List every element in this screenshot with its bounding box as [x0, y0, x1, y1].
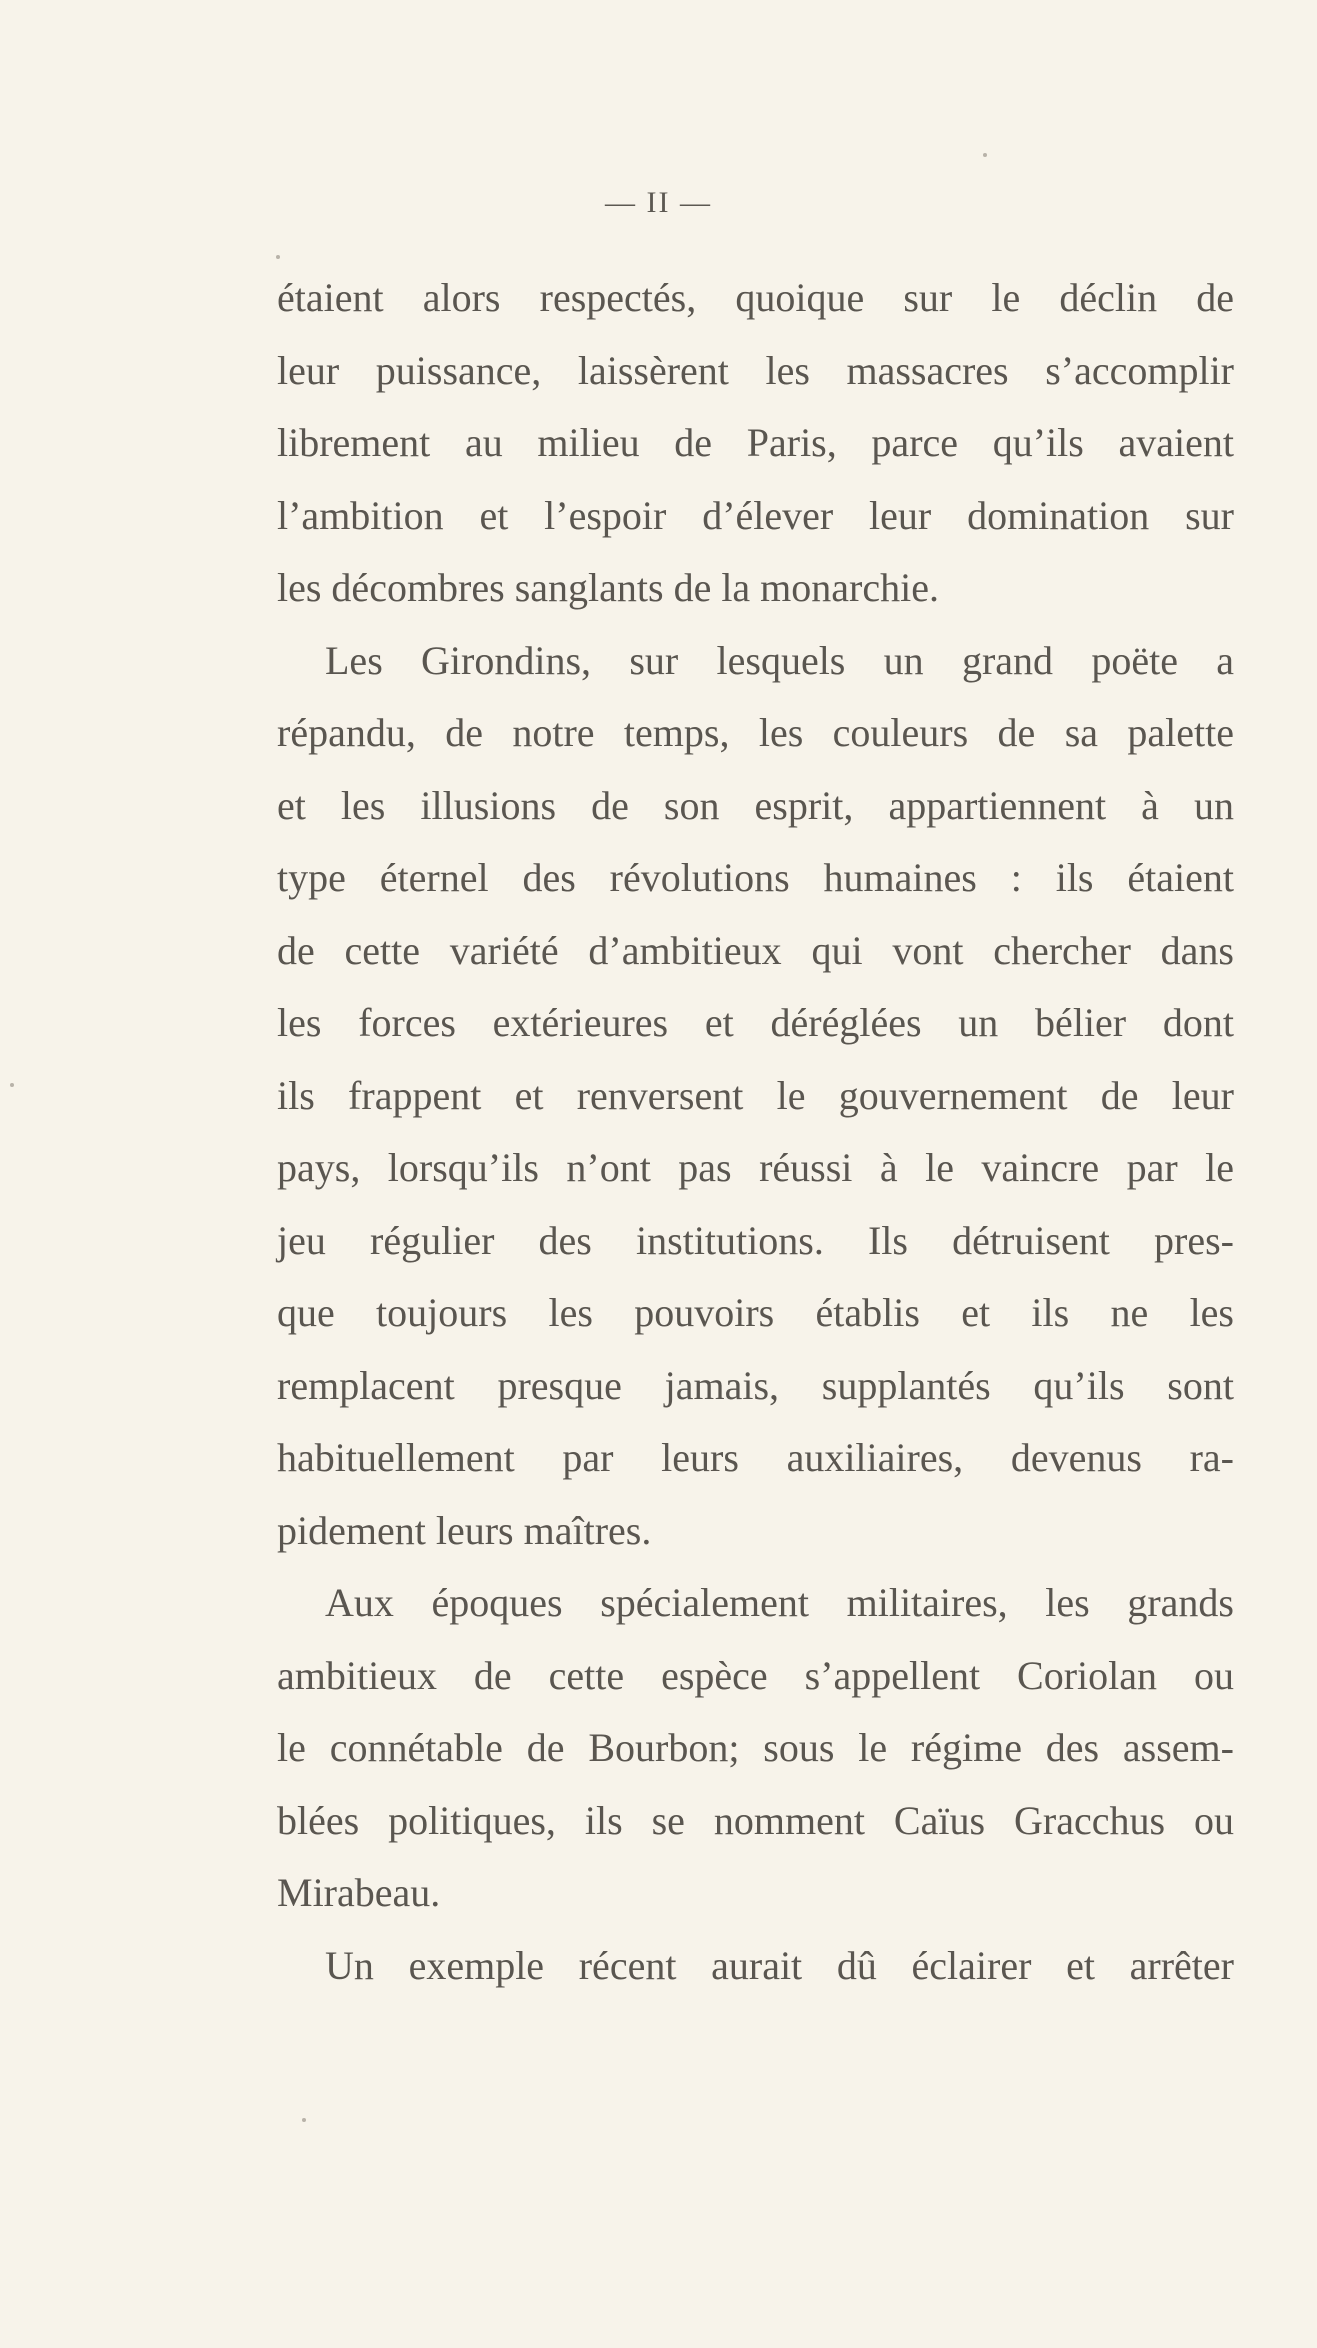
text-line: ambitieux de cette espèce s’appellent Coriolan ou — [277, 1652, 1234, 1698]
text-line: et les illusions de son esprit, appartiennent à un — [277, 782, 1234, 828]
text-line: le connétable de Bourbon; sous le régime des assem- — [277, 1725, 1234, 1770]
text-line: Les Girondins, sur lesquels un grand poëte a — [325, 637, 1234, 683]
text-line: librement au milieu de Paris, parce qu’ils avaient — [277, 420, 1234, 465]
text-line: l’ambition et l’espoir d’élever leur domination sur — [277, 492, 1234, 538]
text-line: répandu, de notre temps, les couleurs de sa palette — [277, 710, 1234, 755]
text-line: les décombres sanglants de la monarchie. — [277, 565, 939, 610]
text-line: pidement leurs maîtres. — [277, 1507, 652, 1553]
page-number: — II — — [605, 186, 712, 219]
paper-speck — [276, 255, 280, 259]
text-line: que toujours les pouvoirs établis et ils ne les — [277, 1290, 1234, 1335]
text-line: étaient alors respectés, quoique sur le déclin de — [277, 275, 1234, 320]
text-line: remplacent presque jamais, supplantés qu’ils sont — [277, 1362, 1234, 1408]
paper-speck — [983, 153, 987, 157]
text-line: ils frappent et renversent le gouvernement de leur — [277, 1072, 1234, 1118]
text-line: type éternel des révolutions humaines : ils étaient — [277, 855, 1234, 900]
text-line: habituellement par leurs auxiliaires, devenus ra- — [277, 1435, 1234, 1480]
text-line: leur puissance, laissèrent les massacres s’accomplir — [277, 347, 1234, 393]
text-line: jeu régulier des institutions. Ils détruisent pres- — [277, 1217, 1234, 1263]
text-line: de cette variété d’ambitieux qui vont chercher dans — [277, 927, 1234, 973]
paper-speck — [10, 1083, 14, 1087]
body-text — [277, 262, 1234, 2002]
text-line: pays, lorsqu’ils n’ont pas réussi à le vaincre par le — [277, 1145, 1234, 1190]
text-line: Mirabeau. — [277, 1870, 441, 1915]
text-line: blées politiques, ils se nomment Caïus Gracchus ou — [277, 1797, 1234, 1843]
text-line: Un exemple récent aurait dû éclairer et arrêter — [325, 1942, 1234, 1988]
text-line: les forces extérieures et déréglées un bélier dont — [277, 1000, 1234, 1045]
text-line: Aux époques spécialement militaires, les grands — [325, 1580, 1234, 1625]
paper-speck — [302, 2118, 306, 2122]
